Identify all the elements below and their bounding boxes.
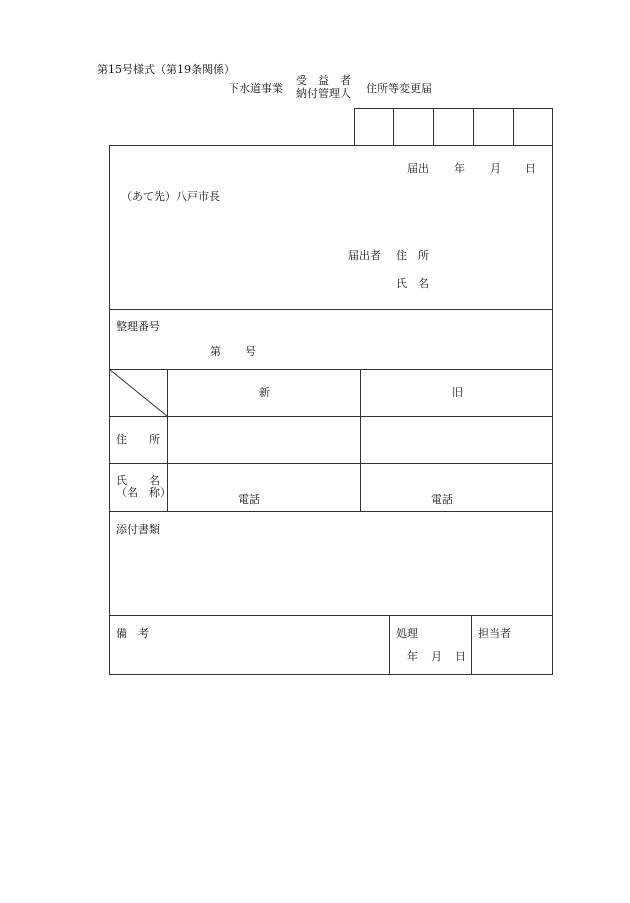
- date-day: 日: [525, 162, 536, 175]
- date-label: 届出: [407, 162, 429, 175]
- date-year: 年: [454, 162, 465, 175]
- title-role-top: 受 益 者: [296, 74, 351, 87]
- seiri-go: 号: [245, 345, 256, 358]
- divider: [109, 511, 553, 512]
- stamp-divider: [393, 108, 394, 146]
- receipt-stamp-boxes: [354, 108, 553, 146]
- phone-new-label: 電話: [238, 493, 260, 506]
- form-number: 第15号様式（第19条関係）: [97, 63, 235, 76]
- divider: [109, 309, 553, 310]
- notifier-name-label: 氏 名: [396, 277, 429, 290]
- attachments-label: 添付書類: [116, 523, 160, 536]
- column-divider: [471, 615, 472, 675]
- processing-month: 月: [431, 650, 442, 663]
- title-role-bottom: 納付管理人: [296, 87, 351, 100]
- column-new: 新: [259, 386, 270, 399]
- divider: [109, 463, 553, 464]
- divider: [109, 416, 553, 417]
- row-address-label: 住 所: [116, 433, 160, 446]
- processing-year: 年: [407, 650, 418, 663]
- processing-day: 日: [455, 650, 466, 663]
- staff-label: 担当者: [478, 627, 511, 640]
- processing-label: 処理: [396, 627, 418, 640]
- row-name-sub-label: （名 称）: [116, 486, 171, 499]
- seiri-label: 整理番号: [116, 320, 160, 333]
- date-month: 月: [490, 162, 501, 175]
- divider: [109, 615, 553, 616]
- diagonal-corner-cell: [109, 369, 167, 416]
- title-prefix: 下水道事業: [228, 82, 283, 95]
- column-divider: [360, 369, 361, 511]
- notifier-address-label: 住 所: [396, 249, 429, 262]
- seiri-dai: 第: [210, 345, 221, 358]
- stamp-divider: [473, 108, 474, 146]
- remarks-label: 備 考: [116, 627, 149, 640]
- column-old: 旧: [452, 386, 463, 399]
- addressee: （あて先）八戸市長: [121, 190, 220, 203]
- notifier-label: 届出者: [348, 249, 381, 262]
- title-suffix: 住所等変更届: [366, 82, 432, 95]
- stamp-divider: [433, 108, 434, 146]
- column-divider: [389, 615, 390, 675]
- divider: [109, 369, 553, 370]
- stamp-divider: [513, 108, 514, 146]
- form-outer-border: [109, 145, 553, 675]
- phone-old-label: 電話: [431, 493, 453, 506]
- row-name-label: 氏 名: [116, 474, 160, 487]
